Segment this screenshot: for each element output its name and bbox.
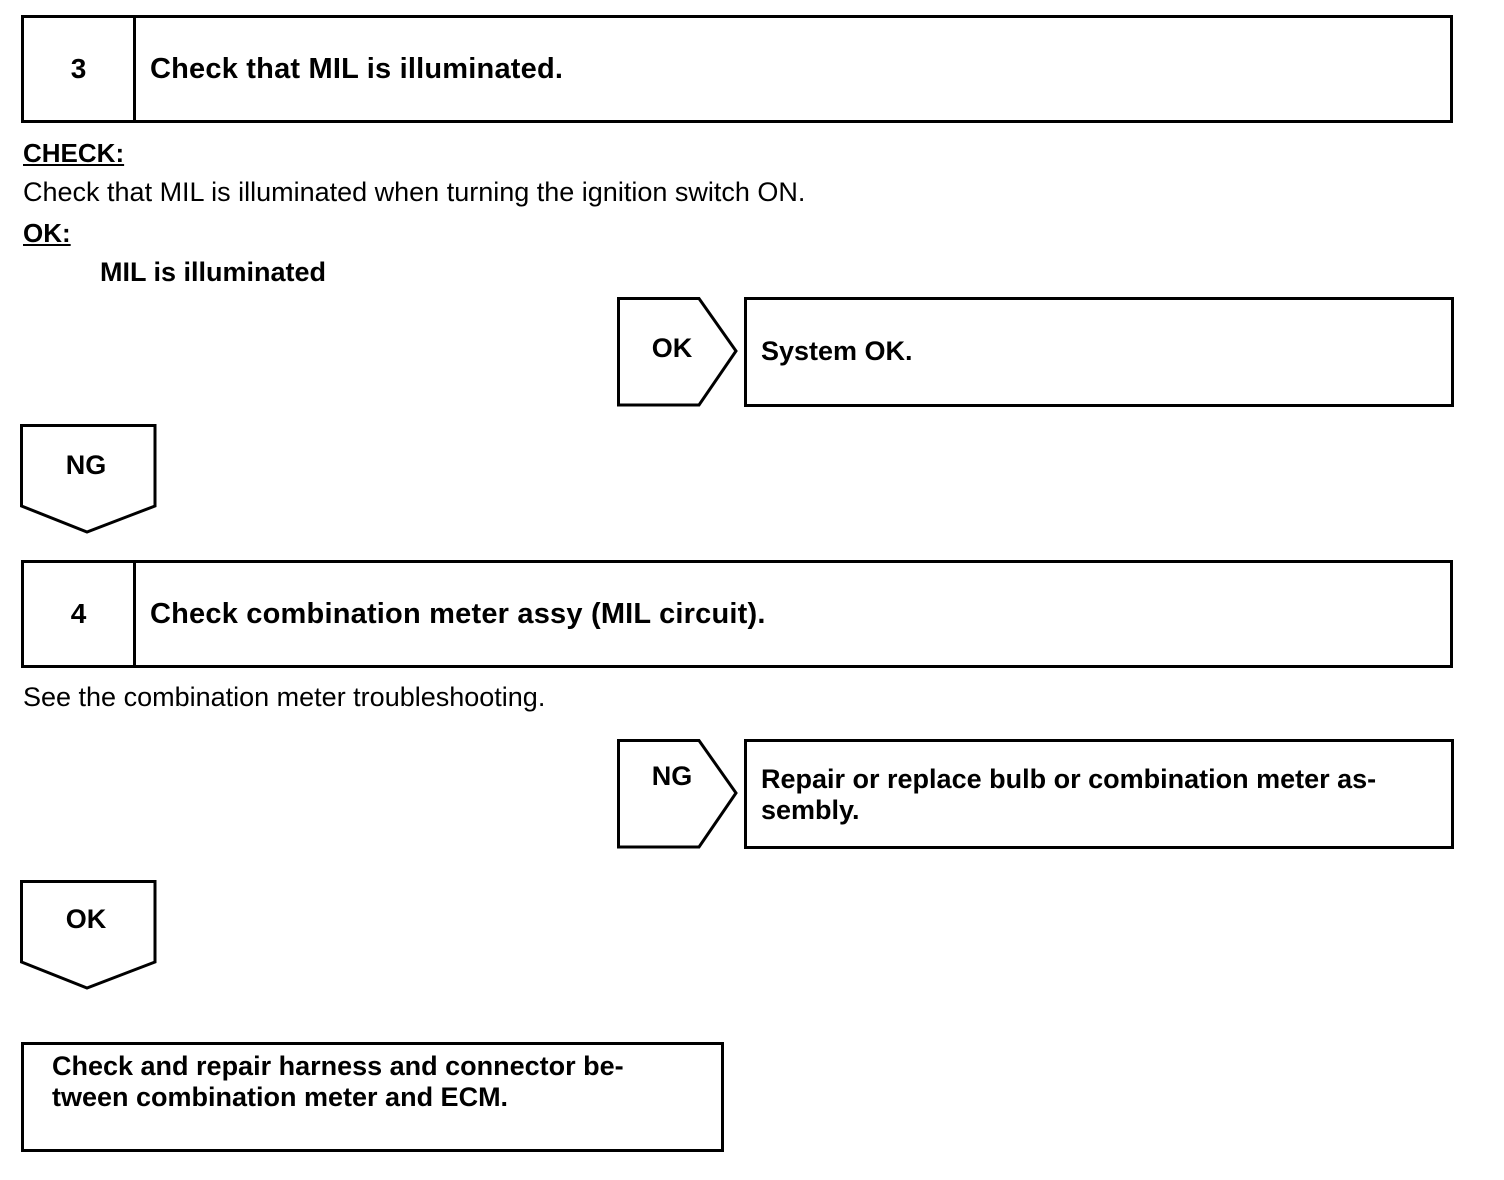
branch-ng-down-tag bbox=[20, 424, 158, 536]
step-title: Check that MIL is illuminated. bbox=[150, 52, 564, 85]
down-arrow-tag-shape bbox=[20, 880, 158, 992]
right-arrow-tag-shape bbox=[617, 739, 739, 849]
check-text: Check that MIL is illuminated when turning the ignition switch ON. bbox=[23, 177, 806, 207]
final-action-line-2: tween combination meter and ECM. bbox=[52, 1082, 509, 1112]
final-action-text bbox=[52, 1051, 711, 1113]
step-4-description: See the combination meter troubleshooting. bbox=[23, 682, 546, 712]
final-action-line-1: Check and repair harness and connector be- bbox=[52, 1051, 624, 1081]
step-3-header bbox=[21, 15, 1453, 123]
repair-result-line-2: sembly. bbox=[761, 795, 860, 825]
step-title: Check combination meter assy (MIL circuit). bbox=[150, 597, 766, 630]
branch-ng-label: NG bbox=[65, 450, 107, 480]
branch-ok-tag bbox=[617, 297, 739, 407]
branch-ok-label: OK bbox=[65, 904, 107, 934]
repair-result-line-1: Repair or replace bulb or combination meter as- bbox=[761, 764, 1377, 794]
step-number: 4 bbox=[24, 563, 136, 665]
repair-result-box bbox=[744, 739, 1454, 849]
branch-ng-tag bbox=[617, 739, 739, 849]
system-ok-result-box bbox=[744, 297, 1454, 407]
ok-criteria-text: MIL is illuminated bbox=[100, 257, 327, 287]
branch-ok-label: OK bbox=[651, 333, 693, 363]
system-ok-text: System OK. bbox=[761, 336, 913, 366]
final-action-box bbox=[21, 1042, 724, 1152]
repair-result-text bbox=[761, 764, 1441, 826]
branch-ng-label: NG bbox=[651, 761, 693, 791]
branch-ok-down-tag bbox=[20, 880, 158, 992]
check-label: CHECK: bbox=[23, 138, 125, 168]
step-4-header bbox=[21, 560, 1453, 668]
step-number: 3 bbox=[24, 18, 136, 120]
ok-label: OK: bbox=[23, 218, 71, 248]
